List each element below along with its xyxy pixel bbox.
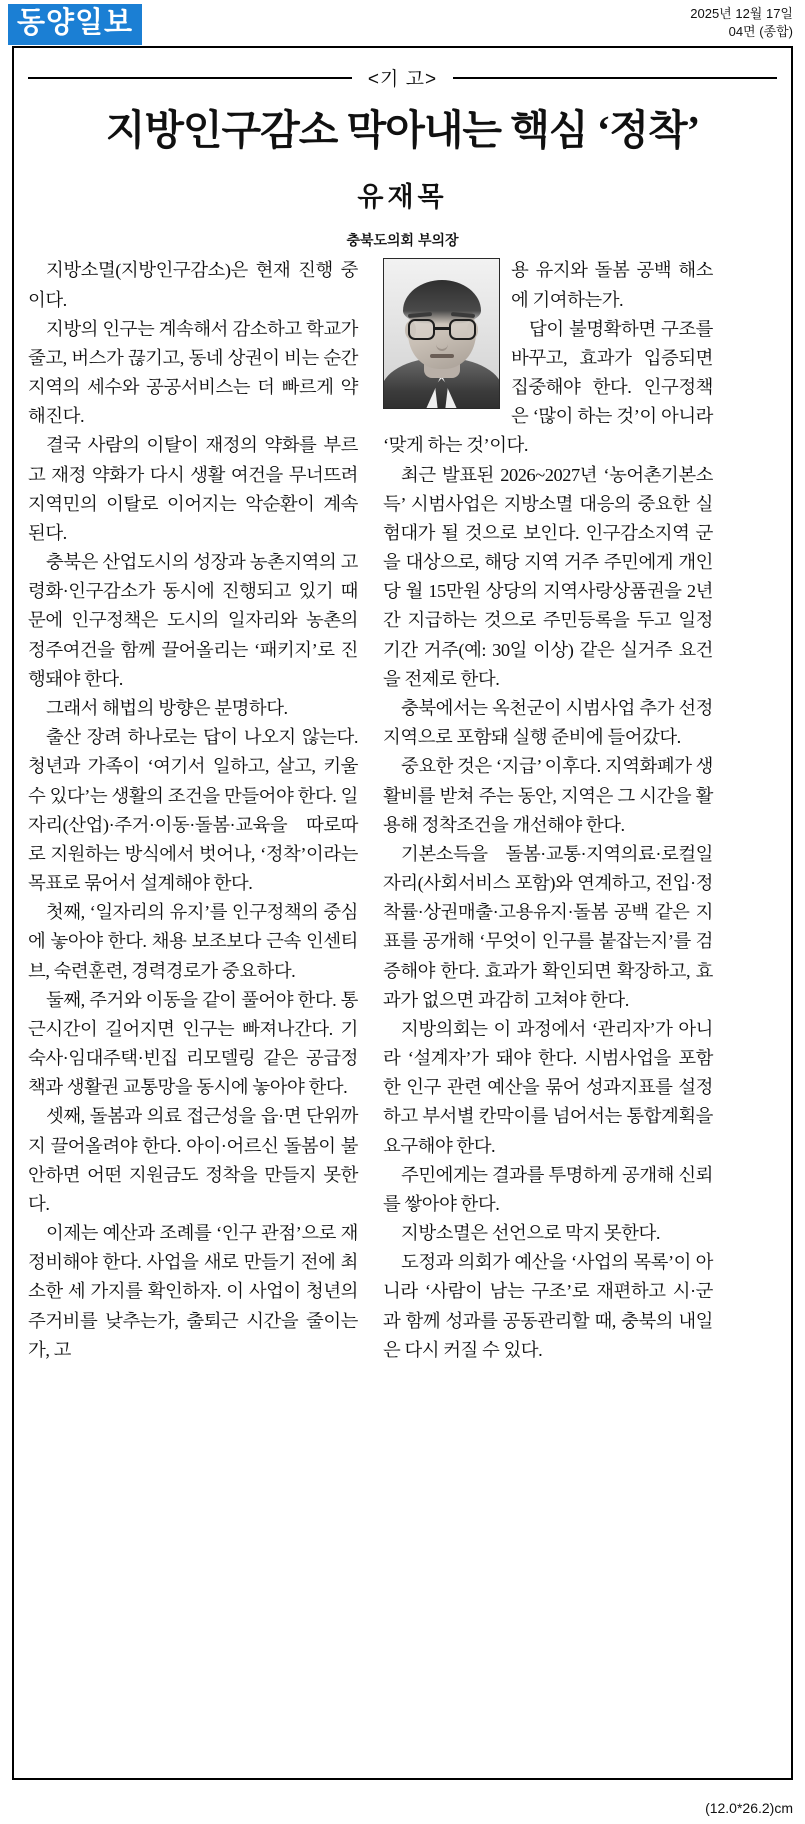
portrait-mouth (430, 354, 454, 358)
author-title: 충북도의회 부의장 (346, 232, 459, 249)
left-column (28, 256, 358, 1365)
portrait-lens-right (449, 319, 476, 340)
masthead (0, 0, 805, 44)
page-number-section: 04면 (종합) (728, 23, 793, 39)
article-frame (12, 46, 793, 1780)
paragraph: 최근 발표된 2026~2027년 ‘농어촌기본소득’ 시범사업은 지방소멸 대응의 중요한 실험대가 될 것으로 보인다. 인구감소지역 군을 대상으로, 해당 지역 거주 주민에게 개인당 월 15만원 상당의 지역사랑상품권을 2년간 지급하는 것으로 주민등록을 두고 일정 기간 거주(예: 30일 이상) 같은 실거주 요건을 전제로 한다. (383, 464, 713, 689)
page-title: 지방인구감소 막아내는 핵심 ‘정착’ (105, 107, 700, 153)
portrait-lens-left (408, 319, 435, 340)
paragraph: 결국 사람의 이탈이 재정의 약화를 부르고 재정 약화가 다시 생활 여건을 무너뜨려 지역민의 이탈로 이어지는 악순환이 계속 된다. (28, 435, 358, 543)
paragraph: 답이 불명확하면 구조를 바꾸고, 효과가 입증되면 집중해야 한다. 인구정책은 ‘많이 하는 것’이 아니라 ‘맞게 하는 것’이다. (383, 318, 713, 456)
kicker-label: <기 고> (367, 69, 438, 90)
paragraph: 그래서 해법의 방향은 분명하다. (46, 697, 288, 718)
kicker (28, 64, 777, 91)
portrait-glasses-bridge (435, 327, 449, 330)
paragraph: 도정과 의회가 예산을 ‘사업의 목록’이 아니라 ‘사람이 남는 구조’로 재편하고 시·군과 함께 성과를 공동관리할 때, 충북의 내일은 다시 커질 수 있다. (383, 1252, 713, 1360)
dateline (690, 4, 793, 40)
paragraph: 충북에서는 옥천군이 시범사업 추가 선정 지역으로 포함돼 실행 준비에 들어갔다. (383, 697, 713, 748)
author-name: 유재목 (357, 182, 448, 213)
newspaper-logo: 동양일보 (8, 4, 142, 45)
paragraph: 지방의회는 이 과정에서 ‘관리자’가 아니라 ‘설계자’가 돼야 한다. 시범사업을 포함한 인구 관련 예산을 묶어 성과지표를 설정하고 부서별 칸막이를 넘어서는 통합계획을 요구해야 한다. (383, 1018, 713, 1156)
kicker-rule-left (28, 77, 352, 79)
paragraph: 지방소멸은 선언으로 막지 못한다. (401, 1223, 661, 1244)
paragraph: 주민에게는 결과를 투명하게 공개해 신뢰를 쌓아야 한다. (383, 1164, 713, 1214)
paragraph: 이제는 예산과 조례를 ‘인구 관점’으로 재정비해야 한다. 사업을 새로 만들기 전에 최소한 세 가지를 확인하자. 이 사업이 청년의 주거비를 낮추는가, 출퇴근 시간을 줄이는가, 고 (28, 1223, 358, 1360)
paragraph: 첫째, ‘일자리의 유지’를 인구정책의 중심에 놓아야 한다. 채용 보조보다 근속 인센티브, 숙련훈련, 경력경로가 중요하다. (28, 902, 358, 981)
author-portrait-photo (383, 258, 500, 409)
portrait-nose (436, 337, 448, 351)
paragraph: 셋째, 돌봄과 의료 접근성을 읍·면 단위까지 끌어올려야 한다. 아이·어르신 돌봄이 불안하면 어떤 지원금도 정착을 만들지 못한다. (28, 1106, 358, 1214)
paragraph: 중요한 것은 ‘지급’ 이후다. 지역화폐가 생활비를 받쳐 주는 동안, 지역은 그 시간을 활용해 정착조건을 개선해야 한다. (383, 756, 713, 835)
paragraph: 기본소득을 돌봄·교통·지역의료·로컬일자리(사회서비스 포함)와 연계하고, 전입·정착률·상권매출·고용유지·돌봄 공백 같은 지표를 공개해 ‘무엇이 인구를 붙잡는지’를 검증해야 한다. 효과가 확인되면 확장하고, 효과가 없으면 과감히 고쳐야 한다. (383, 843, 713, 1010)
paragraph: 둘째, 주거와 이동을 같이 풀어야 한다. 통근시간이 길어지면 인구는 빠져나간다. 기숙사·임대주택·빈집 리모델링 같은 공급정책과 생활권 교통망을 동시에 놓아야 한다. (28, 989, 358, 1098)
right-column (383, 256, 713, 1365)
paragraph: 용 유지와 돌봄 공백 해소에 기여하는가. (511, 260, 713, 310)
paragraph: 지방의 인구는 계속해서 감소하고 학교가 줄고, 버스가 끊기고, 동네 상권이 비는 순간 지역의 세수와 공공서비스는 더 빠르게 약해진다. (28, 318, 358, 427)
paragraph: 출산 장려 하나로는 답이 나오지 않는다. 청년과 가족이 ‘여기서 일하고, 살고, 키울 수 있다’는 생활의 조건을 만들어야 한다. 일자리(산업)·주거·이동·돌봄·교육을 따로따로 지원하는 방식에서 벗어나, ‘정착’이라는 목표로 묶어서 설계해야 한다. (28, 727, 358, 894)
paragraph: 충북은 산업도시의 성장과 농촌지역의 고령화·인구감소가 동시에 진행되고 있기 때문에 인구정책은 도시의 일자리와 농촌의 정주여건을 함께 끌어올리는 ‘패키지’로 진행돼야 한다. (28, 552, 358, 689)
publication-date: 2025년 12월 17일 (690, 6, 793, 21)
paragraph: 지방소멸(지방인구감소)은 현재 진행 중이다. (28, 260, 358, 310)
byline (28, 181, 777, 250)
kicker-rule-right (453, 77, 777, 79)
size-note: (12.0*26.2)cm (705, 1800, 793, 1816)
